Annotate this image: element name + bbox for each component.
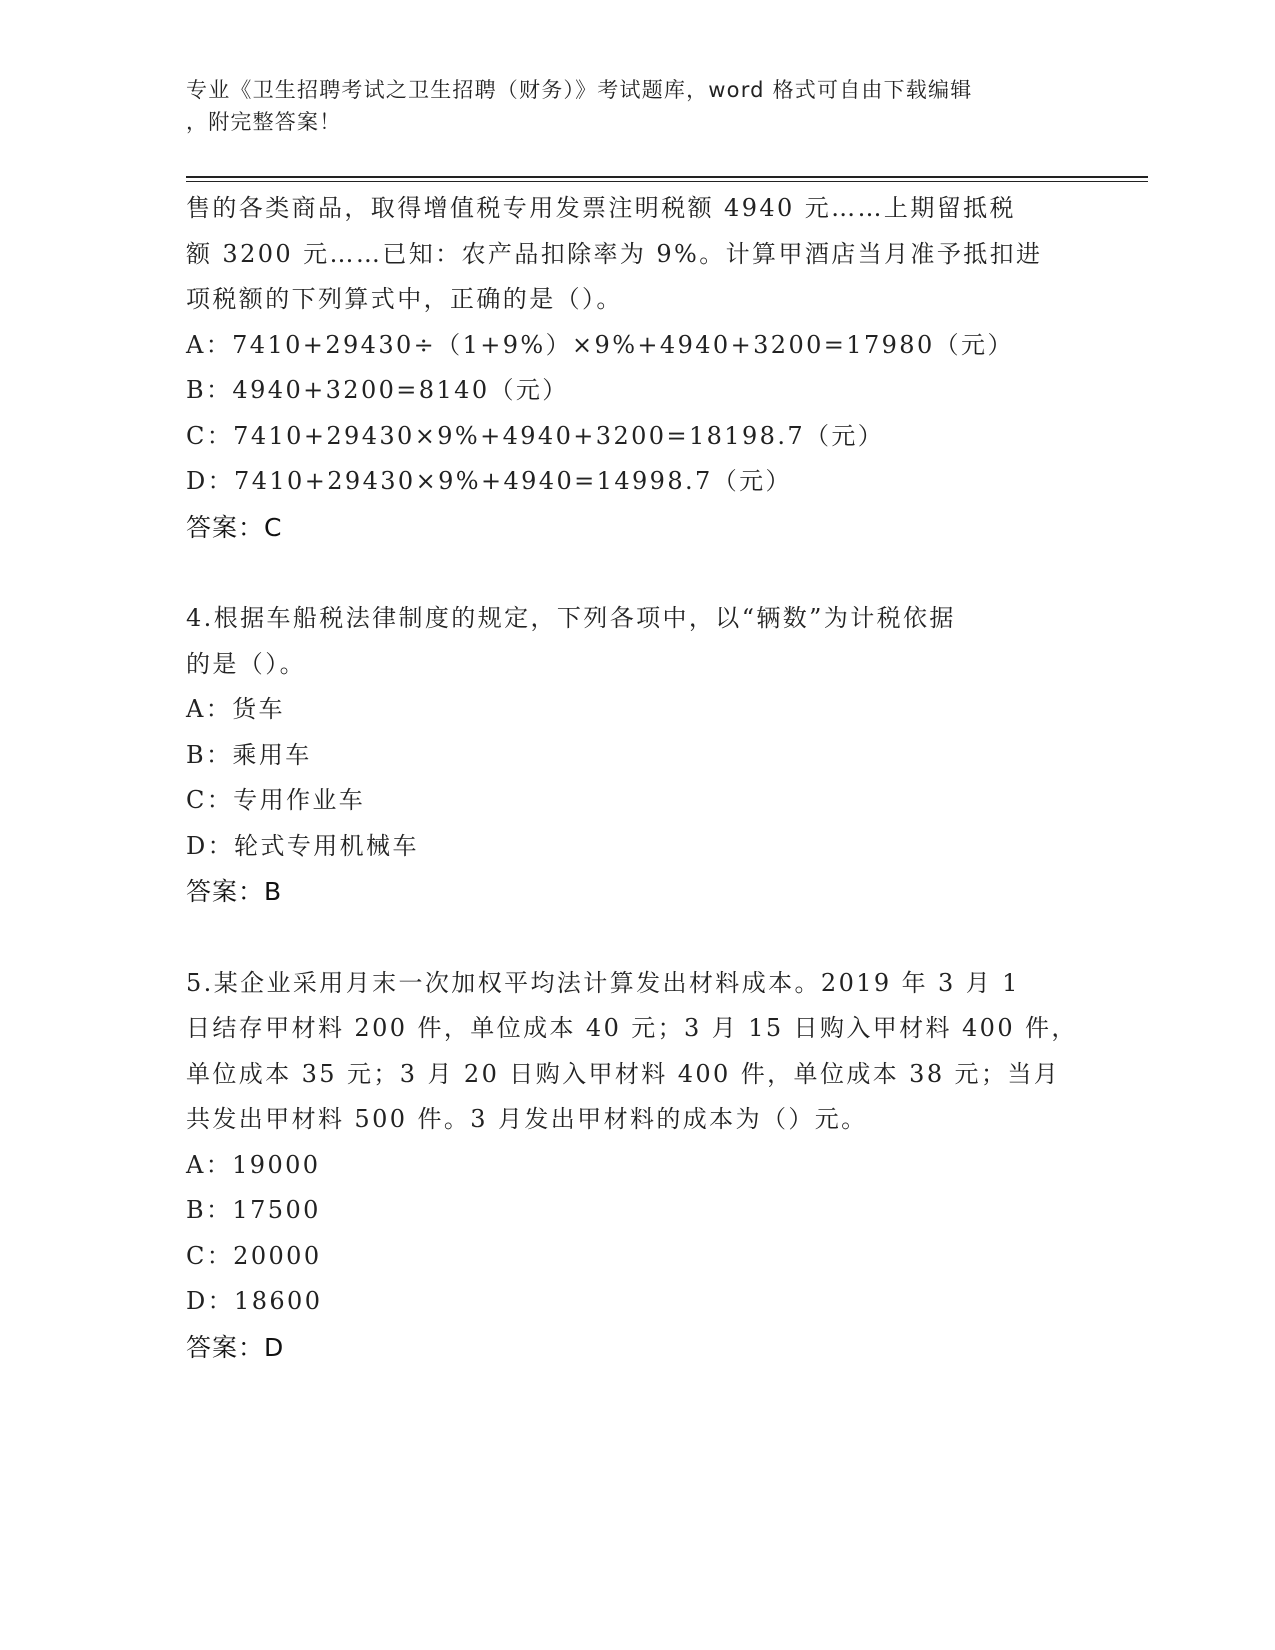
question-stem-line: 4.根据车船税法律制度的规定，下列各项中，以“辆数”为计税依据 (186, 604, 956, 632)
question-stem-line: 售的各类商品，取得增值税专用发票注明税额 4940 元……上期留抵税 (186, 194, 1016, 222)
answer-line: 答案：B (186, 877, 283, 906)
option-d: D：轮式专用机械车 (186, 831, 419, 860)
option-b: B：乘用车 (186, 740, 312, 769)
option-d: D：18600 (186, 1287, 323, 1315)
question-content (186, 186, 1086, 1370)
spacer (186, 915, 1086, 961)
question-stem-line: 单位成本 35 元；3 月 20 日购入甲材料 400 件，单位成本 38 元；当月 (186, 1059, 1061, 1088)
question-stem-line: 的是（）。 (186, 649, 306, 678)
question-stem-line: 5.某企业采用月末一次加权平均法计算发出材料成本。2019 年 3 月 1 (186, 968, 1020, 997)
option-a: A：19000 (186, 1150, 321, 1179)
question-3 (186, 186, 1086, 550)
question-stem-line: 日结存甲材料 200 件，单位成本 40 元；3 月 15 日购入甲材料 400 件， (186, 1014, 1078, 1042)
option-b: B：4940+3200=8140（元） (186, 376, 569, 404)
question-stem-line: 额 3200 元……已知：农产品扣除率为 9%。计算甲酒店当月准予抵扣进 (186, 239, 1043, 268)
question-4 (186, 596, 1086, 915)
spacer (186, 550, 1086, 596)
page-header (186, 74, 1086, 138)
option-c: C：20000 (186, 1241, 322, 1270)
option-c: C：专用作业车 (186, 786, 366, 814)
header-line-2: ，附完整答案！ (186, 110, 342, 134)
answer-line: 答案：D (186, 1332, 285, 1362)
option-a: A：7410+29430÷（1+9%）×9%+4940+3200=17980（元） (186, 330, 1014, 359)
option-c: C：7410+29430×9%+4940+3200=18198.7（元） (186, 421, 885, 450)
header-divider-thin (186, 181, 1148, 182)
answer-line: 答案：C (186, 512, 283, 542)
option-d: D：7410+29430×9%+4940=14998.7（元） (186, 467, 792, 495)
question-5 (186, 961, 1086, 1371)
option-a: A：货车 (186, 695, 285, 723)
header-line-1: 专业《卫生招聘考试之卫生招聘（财务）》考试题库，word 格式可自由下载编辑 (186, 78, 973, 102)
question-stem-line: 项税额的下列算式中，正确的是（）。 (186, 285, 623, 313)
question-stem-line: 共发出甲材料 500 件。3 月发出甲材料的成本为（）元。 (186, 1105, 868, 1133)
header-divider-thick (186, 176, 1148, 178)
option-b: B：17500 (186, 1196, 321, 1224)
